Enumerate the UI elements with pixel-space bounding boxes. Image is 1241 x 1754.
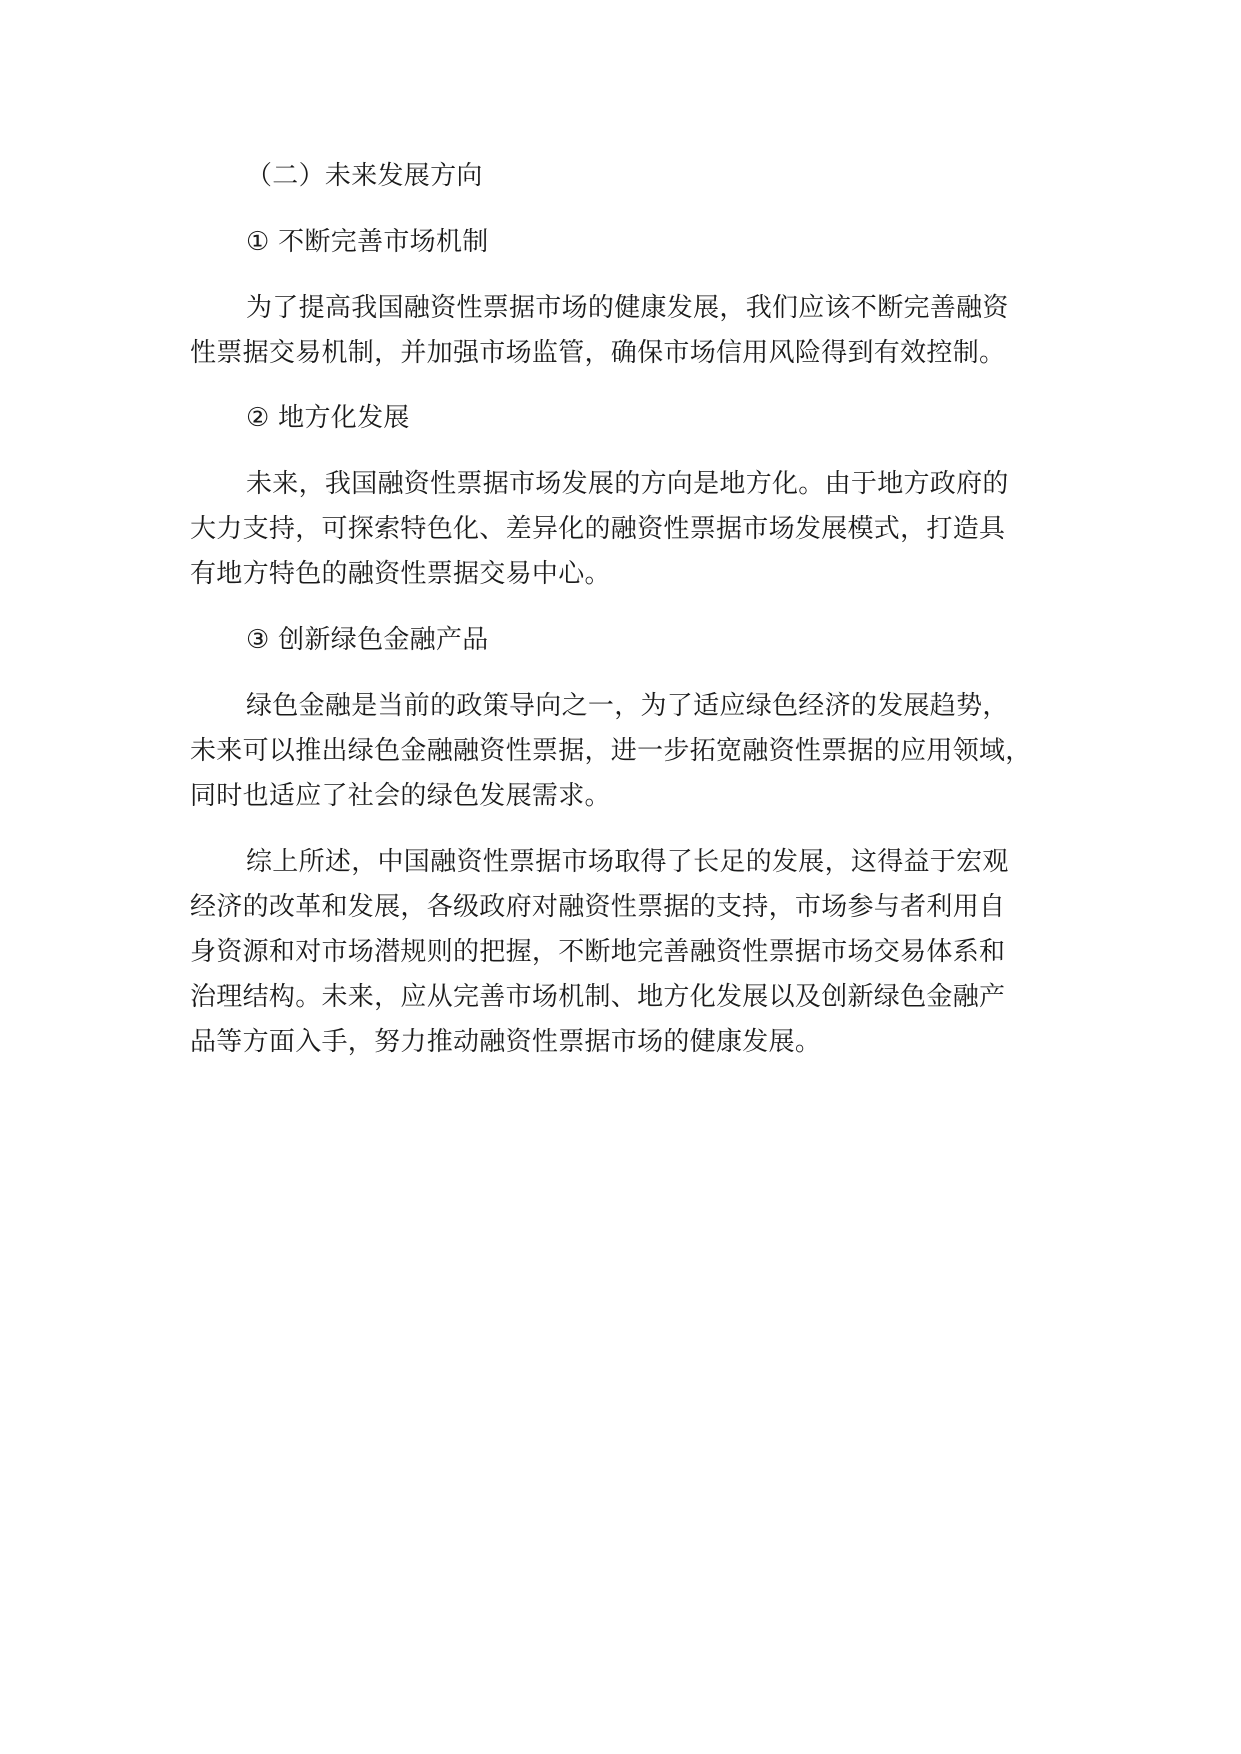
paragraph-line: 为了提高我国融资性票据市场的健康发展，我们应该不断完善融资	[246, 293, 1009, 323]
paragraph-line: 有地方特色的融资性票据交易中心。	[190, 559, 611, 589]
paragraph-line: 同时也适应了社会的绿色发展需求。	[190, 781, 611, 811]
paragraph-line: 性票据交易机制，并加强市场监管，确保市场信用风险得到有效控制。	[190, 338, 1006, 368]
conclusion-line: 综上所述，中国融资性票据市场取得了长足的发展，这得益于宏观	[246, 847, 1009, 877]
item-title-3: ③ 创新绿色金融产品	[246, 625, 489, 655]
section-heading: （二）未来发展方向	[246, 161, 483, 191]
conclusion-line: 治理结构。未来，应从完善市场机制、地方化发展以及创新绿色金融产	[190, 982, 1006, 1012]
conclusion-line: 经济的改革和发展，各级政府对融资性票据的支持，市场参与者利用自	[190, 892, 1006, 922]
paragraph-line: 绿色金融是当前的政策导向之一，为了适应绿色经济的发展趋势，	[246, 691, 1009, 721]
item-title-2: ② 地方化发展	[246, 403, 410, 433]
paragraph-line: 未来可以推出绿色金融融资性票据，进一步拓宽融资性票据的应用领域，	[190, 736, 1032, 766]
conclusion-line: 品等方面入手，努力推动融资性票据市场的健康发展。	[190, 1027, 822, 1057]
paragraph-line: 未来，我国融资性票据市场发展的方向是地方化。由于地方政府的	[246, 469, 1009, 499]
paragraph-line: 大力支持，可探索特色化、差异化的融资性票据市场发展模式，打造具	[190, 514, 1006, 544]
item-title-1: ① 不断完善市场机制	[246, 227, 489, 257]
conclusion-line: 身资源和对市场潜规则的把握，不断地完善融资性票据市场交易体系和	[190, 937, 1006, 967]
